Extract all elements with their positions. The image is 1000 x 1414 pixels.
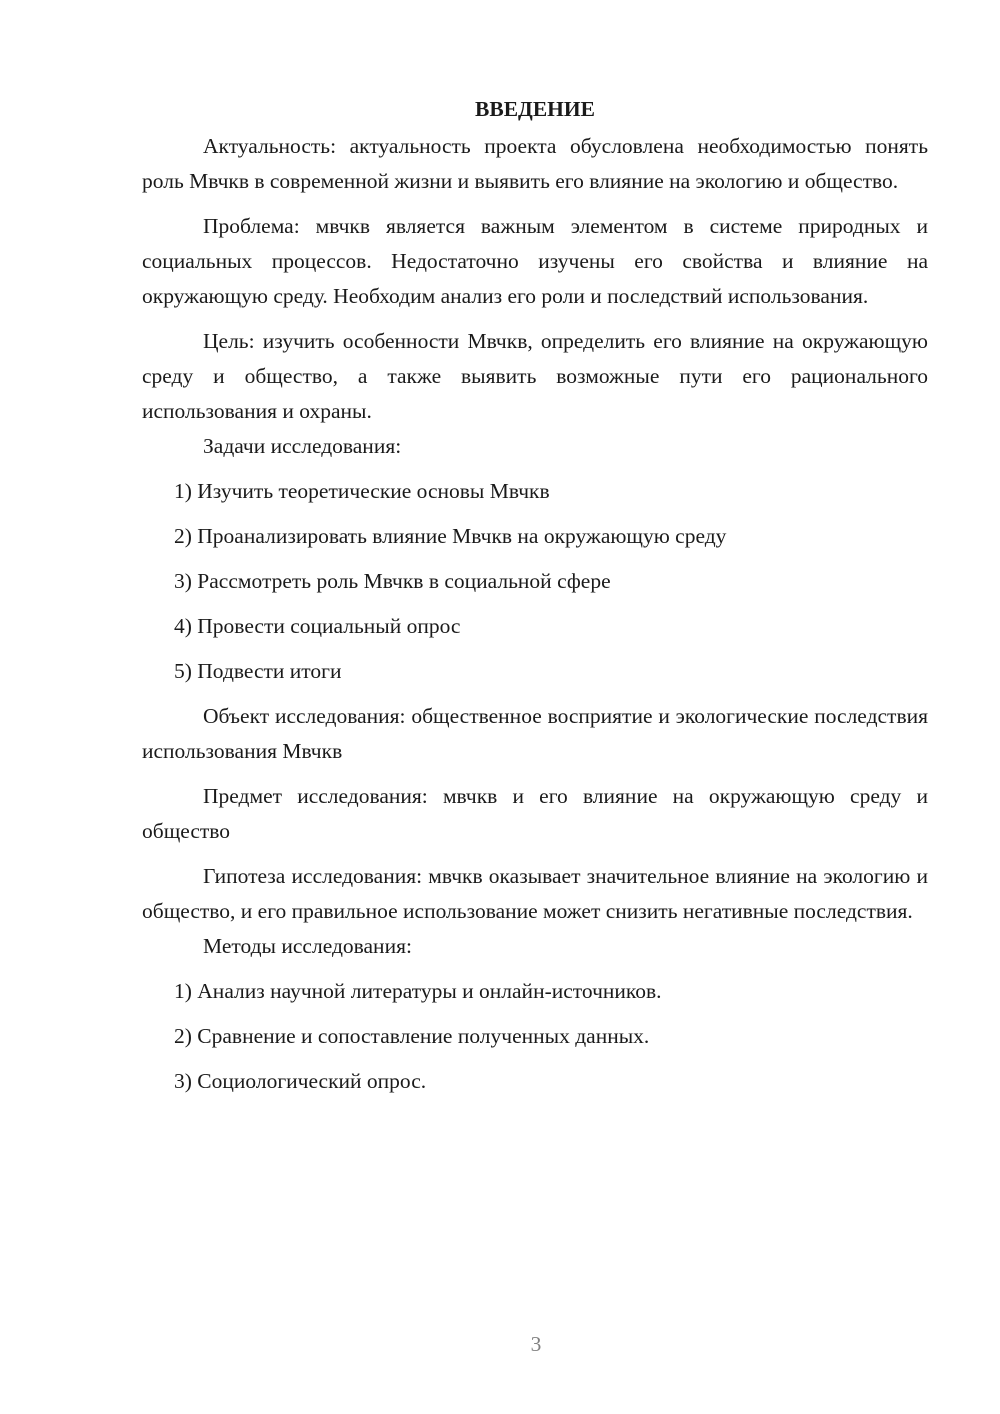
list-item: 2) Сравнение и сопоставление полученных данных. [174, 1024, 650, 1048]
goal-paragraph: Цель: изучить особенности Мвчкв, определить его влияние на окружающую среду и общество, а также выявить возможные пути его рационального использования и охраны. [142, 329, 928, 423]
list-item: 3) Рассмотреть роль Мвчкв в социальной сфере [174, 569, 611, 593]
methods-heading: Методы исследования: [203, 934, 412, 958]
list-item: 1) Изучить теоретические основы Мвчкв [174, 479, 550, 503]
methods-list [142, 974, 928, 1099]
document-page [142, 92, 928, 1099]
list-item: 1) Анализ научной литературы и онлайн-источников. [174, 979, 662, 1003]
list-item: 3) Социологический опрос. [174, 1069, 427, 1093]
tasks-heading: Задачи исследования: [203, 434, 402, 458]
hypothesis-paragraph: Гипотеза исследования: мвчкв оказывает значительное влияние на экологию и общество, и его правильное использование может снизить негативные последствия. [142, 864, 928, 923]
tasks-list [142, 474, 928, 689]
list-item: 4) Провести социальный опрос [174, 614, 461, 638]
list-item: 5) Подвести итоги [174, 659, 342, 683]
relevance-paragraph: Актуальность: актуальность проекта обусловлена необходимостью понять роль Мвчкв в современной жизни и выявить его влияние на экологию и общество. [142, 134, 928, 193]
section-title: ВВЕДЕНИЕ [475, 97, 595, 121]
page-number: 3 [530, 1332, 542, 1356]
list-item: 2) Проанализировать влияние Мвчкв на окружающую среду [174, 524, 727, 548]
problem-paragraph: Проблема: мвчкв является важным элементом в системе природных и социальных процессов. Недостаточно изучены его свойства и влияние на окружающую среду. Необходим анализ его роли и последствий использования. [142, 214, 928, 308]
subject-paragraph: Предмет исследования: мвчкв и его влияние на окружающую среду и общество [142, 784, 928, 843]
object-paragraph: Объект исследования: общественное восприятие и экологические последствия использования Мвчкв [142, 704, 928, 763]
